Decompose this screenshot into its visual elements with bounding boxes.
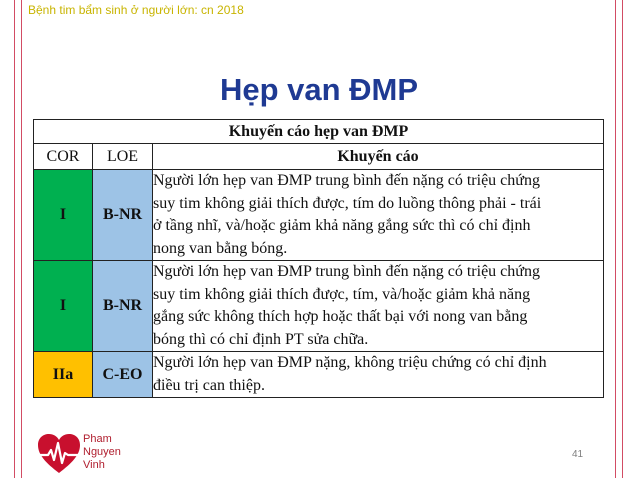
recommendation-line: suy tim không giải thích được, tím, và/hoặc giảm khả năng (153, 285, 531, 303)
cor-cell: I (34, 261, 93, 352)
cor-cell: I (34, 170, 93, 261)
recommendation-cell (153, 170, 604, 261)
header-recommendation: Khuyến cáo (153, 144, 604, 170)
header-loe: LOE (93, 144, 153, 170)
table-row (34, 261, 604, 352)
recommendation-line: suy tim không giải thích được, tím do luồng thông phải - trái (153, 194, 542, 212)
loe-cell: C-EO (93, 352, 153, 398)
loe-cell: B-NR (93, 170, 153, 261)
recommendation-line: Người lớn hẹp van ĐMP trung bình đến nặng có triệu chứng (153, 263, 540, 280)
recommendation-line: bóng thì có chỉ định PT sửa chữa. (153, 330, 369, 348)
recommendation-table (33, 119, 604, 398)
recommendation-line: ở tầng nhĩ, và/hoặc giảm khả năng gắng sức thì có chỉ định (153, 217, 531, 234)
logo-line: Pham (83, 433, 112, 445)
recommendation-line: Người lớn hẹp van ĐMP nặng, không triệu chứng có chỉ định (153, 354, 547, 371)
logo-line: Nguyen (83, 446, 121, 458)
recommendation-cell (153, 261, 604, 352)
table-caption: Khuyến cáo hẹp van ĐMP (34, 120, 604, 144)
logo-text (83, 433, 121, 472)
table-header-row (34, 144, 604, 170)
table-row (34, 352, 604, 398)
heart-icon (36, 433, 82, 475)
cor-cell: IIa (34, 352, 93, 398)
table-caption-row (34, 120, 604, 144)
recommendation-line: Người lớn hẹp van ĐMP trung bình đến nặng có triệu chứng (153, 172, 540, 189)
recommendation-line: điều trị can thiệp. (153, 376, 265, 394)
page-number: 41 (572, 449, 584, 460)
logo (36, 433, 156, 475)
logo-line: Vinh (83, 459, 105, 471)
slide-title: Hẹp van ĐMP (219, 72, 419, 107)
recommendation-line: gắng sức không thích hợp hoặc thất bại với nong van bằng (153, 308, 528, 325)
recommendation-cell (153, 352, 604, 398)
loe-cell: B-NR (93, 261, 153, 352)
recommendation-line: nong van bằng bóng. (153, 239, 288, 257)
header-cor: COR (34, 144, 93, 170)
table-row (34, 170, 604, 261)
header-note: Bệnh tim bẩm sinh ở người lớn: cn 2018 (28, 3, 244, 17)
